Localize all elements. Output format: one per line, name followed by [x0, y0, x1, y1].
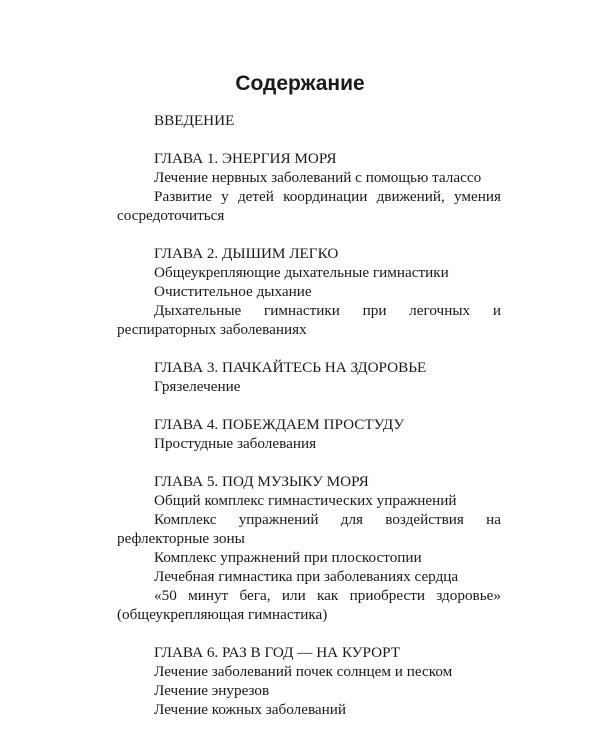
toc-item: Комплекс упражнений для воздействия на рефлекторные зоны — [117, 511, 501, 547]
page-title: Содержание — [235, 72, 365, 95]
toc-item: Лечение кожных заболеваний — [154, 701, 347, 718]
chapter-title: ГЛАВА 5. ПОД МУЗЫКУ МОРЯ — [154, 473, 369, 490]
toc-item: Очистительное дыхание — [154, 283, 312, 300]
toc-item: Лечебная гимнастика при заболеваниях сердца — [154, 568, 459, 585]
toc-chapter-6 — [117, 643, 501, 719]
toc-item: Простудные заболевания — [154, 435, 317, 452]
toc-item: Лечение заболеваний почек солнцем и песком — [154, 663, 453, 680]
toc-item: Лечение нервных заболеваний с помощью талассо — [154, 169, 482, 186]
toc-item: Грязелечение — [154, 378, 241, 395]
toc-item: Общеукрепляющие дыхательные гимнастики — [154, 264, 449, 281]
toc-item: Лечение энурезов — [154, 682, 270, 699]
toc-chapter-1 — [117, 149, 501, 225]
toc-chapter-4 — [117, 415, 501, 453]
toc-chapter-3 — [117, 358, 501, 396]
toc-entry-introduction: ВВЕДЕНИЕ — [154, 112, 235, 129]
chapter-title: ГЛАВА 3. ПАЧКАЙТЕСЬ НА ЗДОРОВЬЕ — [154, 359, 427, 376]
chapter-title: ГЛАВА 1. ЭНЕРГИЯ МОРЯ — [154, 150, 337, 167]
toc-item: Общий комплекс гимнастических упражнений — [154, 492, 457, 509]
chapter-title: ГЛАВА 2. ДЫШИМ ЛЕГКО — [154, 245, 339, 262]
toc-item: Развитие у детей координации движений, умения сосредоточиться — [117, 188, 501, 224]
toc-item: «50 минут бега, или как приобрести здоровье» (общеукрепляющая гимнастика) — [117, 587, 501, 623]
table-of-contents — [117, 111, 501, 719]
toc-item: Комплекс упражнений при плоскостопии — [154, 549, 422, 566]
toc-item: Дыхательные гимнастики при легочных и респираторных заболеваниях — [117, 302, 501, 338]
chapter-title: ГЛАВА 4. ПОБЕЖДАЕМ ПРОСТУДУ — [154, 416, 405, 433]
chapter-title: ГЛАВА 6. РАЗ В ГОД — НА КУРОРТ — [154, 644, 401, 661]
toc-chapter-5 — [117, 472, 501, 624]
toc-chapter-2 — [117, 244, 501, 339]
